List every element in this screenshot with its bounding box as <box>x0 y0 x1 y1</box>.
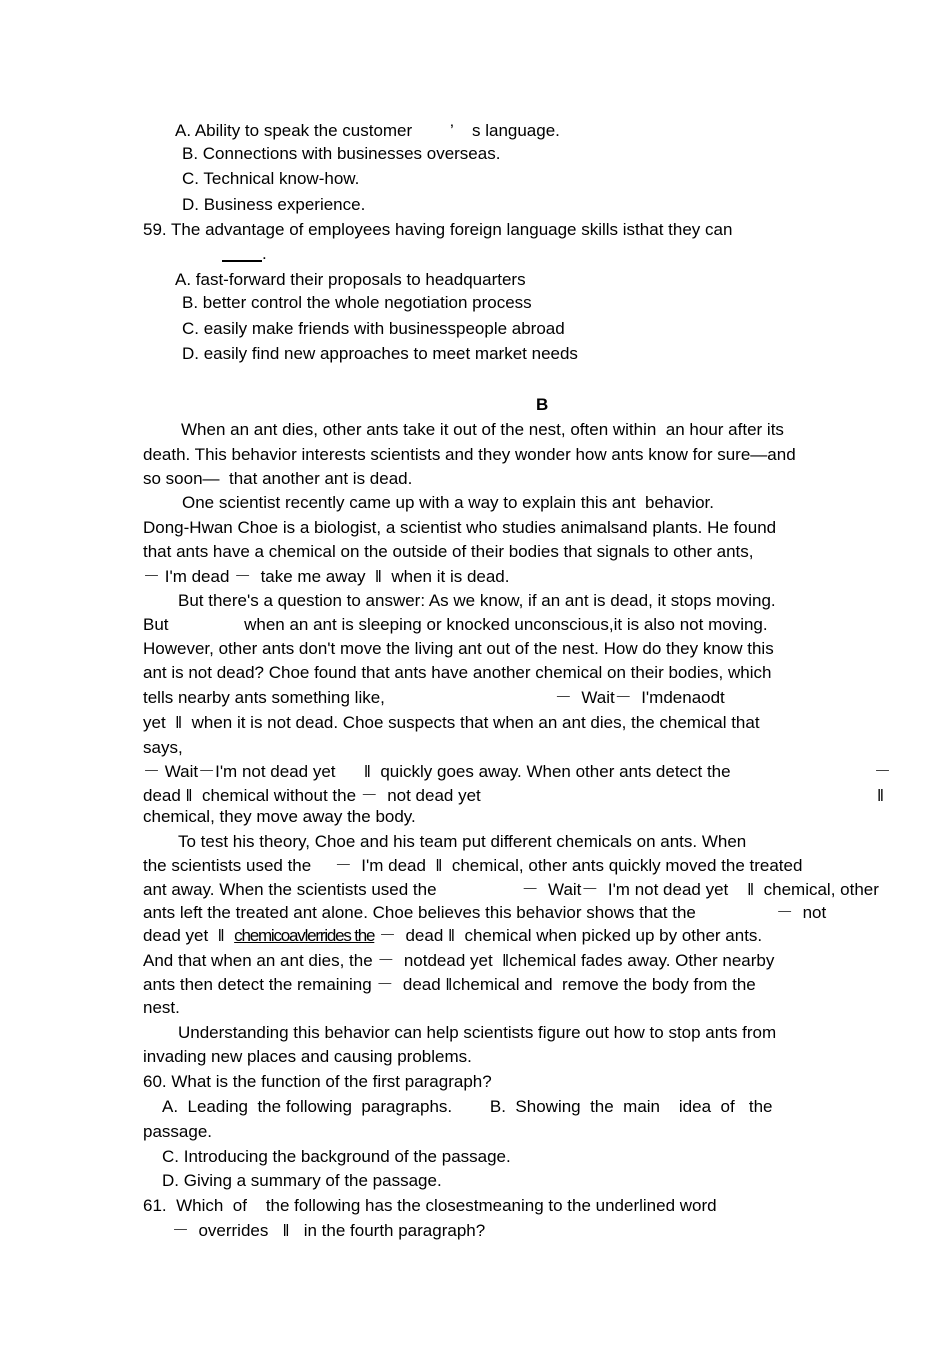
q60-stem: 60. What is the function of the first paragraph? <box>143 1072 492 1091</box>
passage-line: ant is not dead? Choe found that ants have another chemical on their bodies, which <box>143 663 772 682</box>
q58-option-b: B. Connections with businesses overseas. <box>182 144 501 163</box>
q58-option-d: D. Business experience. <box>182 195 366 214</box>
passage-line-start <box>143 926 762 946</box>
passage-line: When an ant dies, other ants take it out of the nest, often within an hour after its <box>181 420 784 439</box>
q58-option-a: A. Ability to speak the customer ’ s language. <box>175 121 560 140</box>
passage-text: － dead ‖ chemical when picked up by other ants. <box>374 926 763 945</box>
passage-line: ‖ <box>877 786 885 805</box>
passage-line: Dong-Hwan Choe is a biologist, a scientist who studies animalsand plants. He found <box>143 518 777 537</box>
q61-stem-cont: － overrides ‖ in the fourth paragraph? <box>172 1221 486 1240</box>
passage-line: ant away. When the scientists used the － Wait－ I'm not dead yet ‖ chemical, other <box>143 880 879 899</box>
underlined-word: chemicoavlerrides the <box>234 926 375 945</box>
passage-line: death. This behavior interests scientists and they wonder how ants know for sure—and <box>143 445 796 464</box>
passage-line: And that when an ant dies, the － notdead yet ‖chemical fades away. Other nearby <box>143 951 775 970</box>
passage-line: － <box>874 762 891 781</box>
passage-line: ants left the treated ant alone. Choe believes this behavior shows that the － not <box>143 903 827 922</box>
answer-blank <box>222 260 262 262</box>
q61-stem: 61. Which of the following has the closestmeaning to the underlined word <box>143 1196 717 1215</box>
section-heading: B <box>536 395 549 414</box>
q59-option-d: D. easily find new approaches to meet market needs <box>182 344 578 363</box>
passage-text: dead yet ‖ <box>143 926 235 945</box>
q60-option-d: D. Giving a summary of the passage. <box>162 1171 442 1190</box>
q60-options-ab-cont: passage. <box>143 1122 212 1141</box>
passage-line: yet ‖ when it is not dead. Choe suspects that when an ant dies, the chemical that <box>143 713 760 732</box>
q60-option-c: C. Introducing the background of the passage. <box>162 1147 511 1166</box>
passage-line: that ants have a chemical on the outside of their bodies that signals to other ants, <box>143 542 754 561</box>
q59-stem: 59. The advantage of employees having foreign language skills isthat they can <box>143 220 733 239</box>
passage-line: dead ‖ chemical without the － not dead yet <box>143 786 481 805</box>
passage-line: － Wait－I'm not dead yet ‖ quickly goes away. When other ants detect the <box>143 762 731 781</box>
q59-blank-dot: . <box>262 244 267 263</box>
passage-line: But there's a question to answer: As we know, if an ant is dead, it stops moving. <box>178 591 776 610</box>
passage-line: so soon— that another ant is dead. <box>143 469 413 488</box>
passage-line: Understanding this behavior can help scientists figure out how to stop ants from <box>178 1023 777 1042</box>
passage-line: nest. <box>143 998 180 1017</box>
q58-option-c: C. Technical know-how. <box>182 169 360 188</box>
passage-line: tells nearby ants something like, － Wait－ I'mdenaodt <box>143 688 725 707</box>
passage-line: says, <box>143 738 183 757</box>
passage-line: To test his theory, Choe and his team put different chemicals on ants. When <box>178 832 747 851</box>
passage-line: invading new places and causing problems. <box>143 1047 472 1066</box>
q60-options-ab: A. Leading the following paragraphs. B. Showing the main idea of the <box>162 1097 773 1116</box>
passage-line: chemical, they move away the body. <box>143 807 416 826</box>
q59-option-c: C. easily make friends with businesspeople abroad <box>182 319 565 338</box>
passage-line: However, other ants don't move the living ant out of the nest. How do they know this <box>143 639 774 658</box>
q59-option-a: A. fast-forward their proposals to headquarters <box>175 270 526 289</box>
q59-option-b: B. better control the whole negotiation process <box>182 293 532 312</box>
passage-line: the scientists used the － I'm dead ‖ chemical, other ants quickly moved the treated <box>143 856 803 875</box>
passage-line: ants then detect the remaining － dead ‖chemical and remove the body from the <box>143 975 756 994</box>
passage-line: － I'm dead － take me away ‖ when it is dead. <box>143 567 510 586</box>
passage-line: But when an ant is sleeping or knocked unconscious,it is also not moving. <box>143 615 768 634</box>
passage-line: One scientist recently came up with a way to explain this ant behavior. <box>182 493 714 512</box>
